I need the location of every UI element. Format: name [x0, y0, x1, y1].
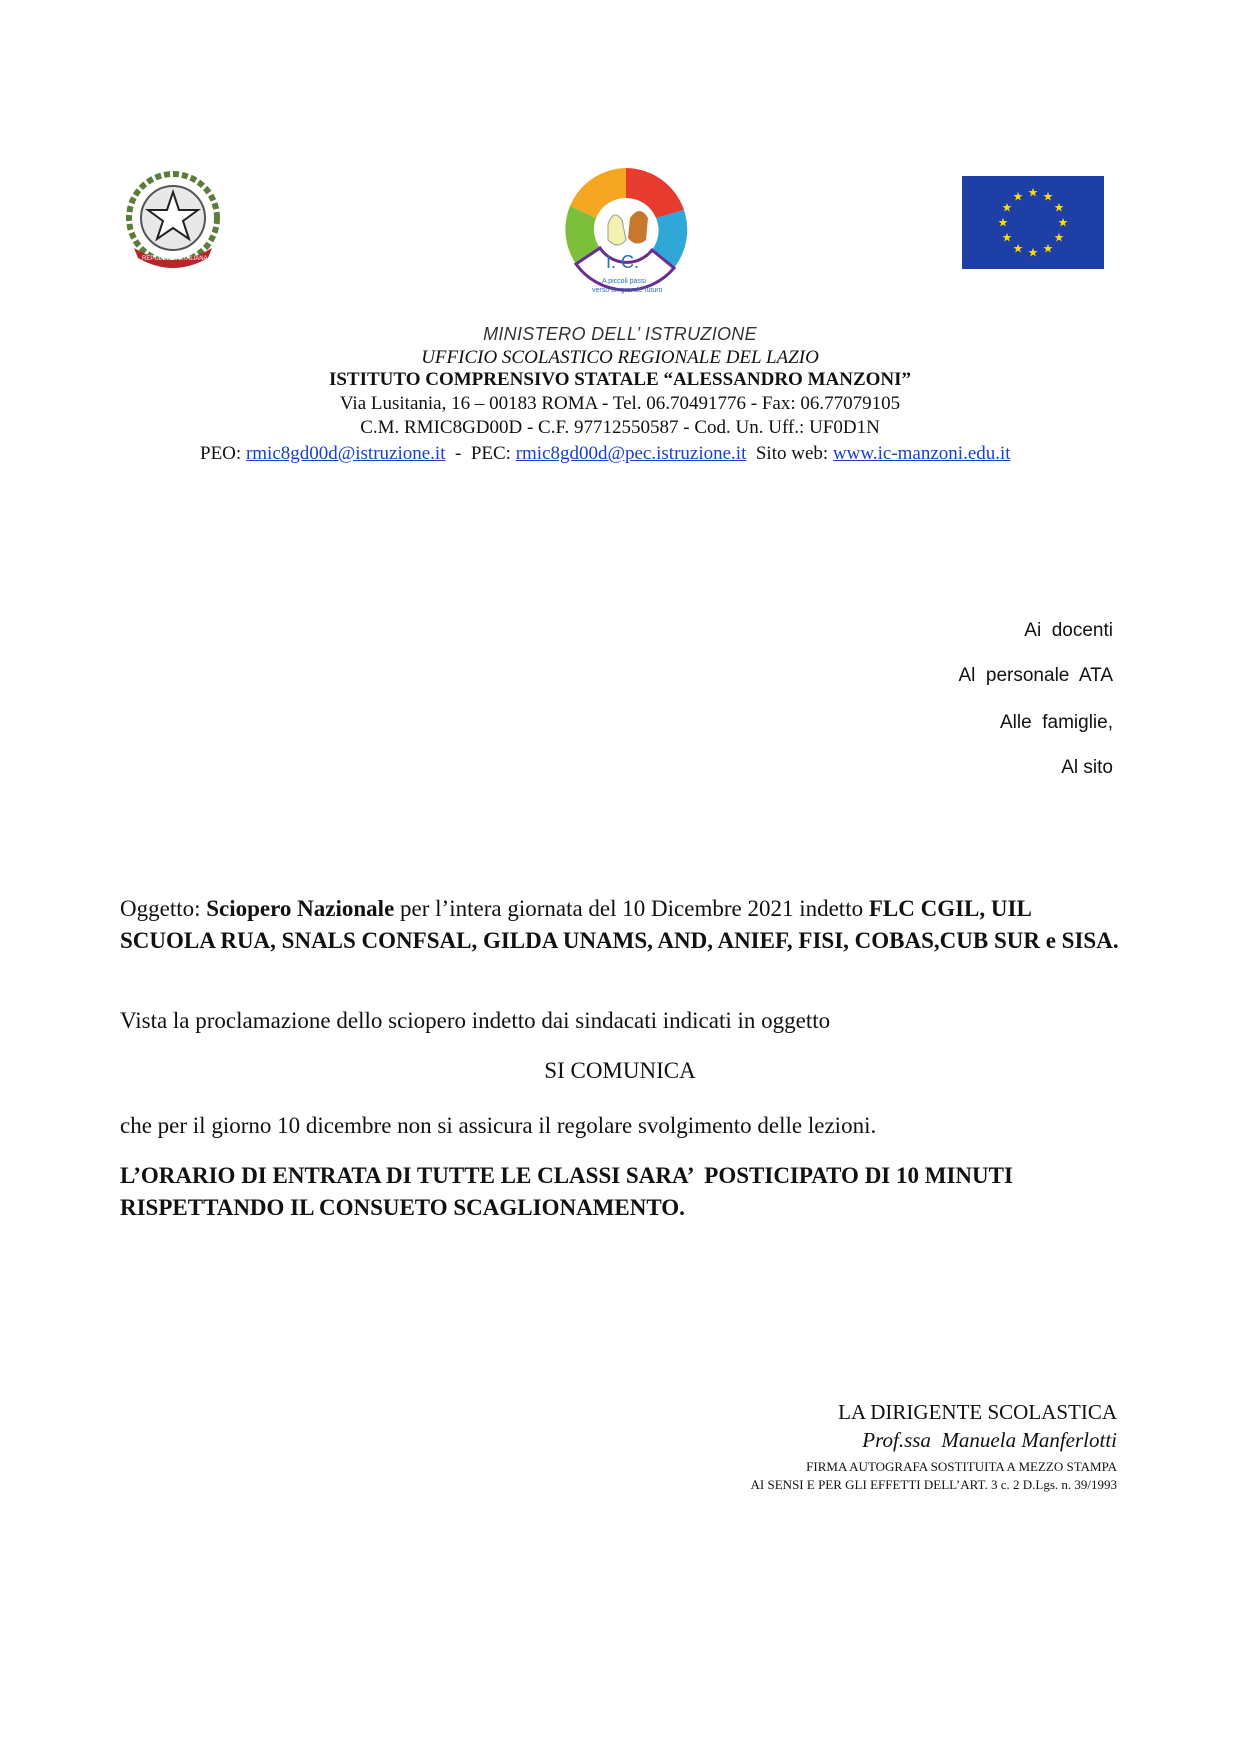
announcement-heading: SI COMUNICA	[544, 1058, 696, 1083]
codes-line: C.M. RMIC8GD00D - C.F. 97712550587 - Cod. Un. Uff.: UF0D1N	[360, 417, 880, 438]
eu-star-icon: ★	[1001, 230, 1013, 245]
italian-republic-emblem	[120, 168, 226, 274]
school-logo	[556, 160, 696, 306]
pec-label: PEC:	[470, 443, 516, 464]
address-line: Via Lusitania, 16 – 00183 ROMA - Tel. 06.70491776 - Fax: 06.77079105	[339, 393, 901, 414]
peo-email-link[interactable]: rmic8gd00d@istruzione.it	[245, 443, 446, 464]
pec-email-link[interactable]: rmic8gd00d@pec.istruzione.it	[515, 443, 747, 464]
eu-star-icon: ★	[1053, 200, 1065, 215]
emblem-text: REPUBBLICA ITALIANA	[142, 256, 208, 262]
eu-star-icon: ★	[1027, 185, 1039, 200]
eu-star-icon: ★	[1042, 189, 1054, 204]
eu-star-icon: ★	[1012, 189, 1024, 204]
website-link[interactable]: www.ic-manzoni.edu.it	[832, 443, 1011, 464]
separator: -	[445, 443, 471, 464]
subject-paragraph	[120, 893, 1120, 957]
contacts-line	[200, 443, 1011, 465]
eu-flag	[962, 176, 1104, 269]
signature-note-2: AI SENSI E PER GLI EFFETTI DELL’ART. 3 c. 2 D.Lgs. n. 39/1993	[750, 1477, 1117, 1492]
web-label: Sito web:	[746, 443, 833, 464]
recipient-ata: Al personale ATA	[958, 665, 1113, 686]
signature-name: Prof.ssa Manuela Manferlotti	[862, 1428, 1117, 1452]
eu-star-icon: ★	[1042, 241, 1054, 256]
school-motto-line2: verso un grande futuro	[592, 287, 663, 294]
lessons-paragraph: che per il giorno 10 dicembre non si assicura il regolare svolgimento delle lezioni.	[120, 1113, 877, 1138]
peo-label: PEO:	[200, 443, 246, 464]
signature-note-1: FIRMA AUTOGRAFA SOSTITUITA A MEZZO STAMPA	[806, 1459, 1117, 1474]
subject-label: Oggetto:	[120, 896, 207, 921]
subject-strike-title: Sciopero Nazionale	[206, 896, 395, 921]
signature-title: LA DIRIGENTE SCOLASTICA	[838, 1400, 1117, 1424]
school-motto-line1: A piccoli passi	[602, 278, 646, 285]
subject-unions: FLC CGIL, UIL SCUOLA RUA, SNALS CONFSAL, GILDA UNAMS, AND, ANIEF, FISI, COBAS,CUB SUR e SISA.	[120, 896, 1119, 953]
eu-star-icon: ★	[1027, 245, 1039, 260]
subject-text: per l’intera giornata del 10 Dicembre 2021 indetto	[394, 896, 869, 921]
school-initials: I. C.	[606, 252, 640, 272]
recipient-famiglie: Alle famiglie,	[1000, 712, 1113, 733]
eu-star-icon: ★	[1057, 215, 1069, 230]
recipient-sito: Al sito	[1061, 757, 1113, 778]
regional-office-line: UFFICIO SCOLASTICO REGIONALE DEL LAZIO	[421, 347, 819, 368]
premise-paragraph: Vista la proclamazione dello sciopero indetto dai sindacati indicati in oggetto	[120, 1008, 831, 1033]
eu-star-icon: ★	[1001, 200, 1013, 215]
institute-name: ISTITUTO COMPRENSIVO STATALE “ALESSANDRO MANZONI”	[328, 369, 912, 390]
ministry-line: MINISTERO DELL’ ISTRUZIONE	[483, 324, 757, 344]
eu-star-icon: ★	[1012, 241, 1024, 256]
recipient-docenti: Ai docenti	[1024, 620, 1113, 641]
eu-star-icon: ★	[1053, 230, 1065, 245]
entry-time-notice: L’ORARIO DI ENTRATA DI TUTTE LE CLASSI SARA’ POSTICIPATO DI 10 MINUTI RISPETTANDO IL CONSUETO SCAGLIONAMENTO.	[120, 1163, 1019, 1220]
eu-star-icon: ★	[997, 215, 1009, 230]
